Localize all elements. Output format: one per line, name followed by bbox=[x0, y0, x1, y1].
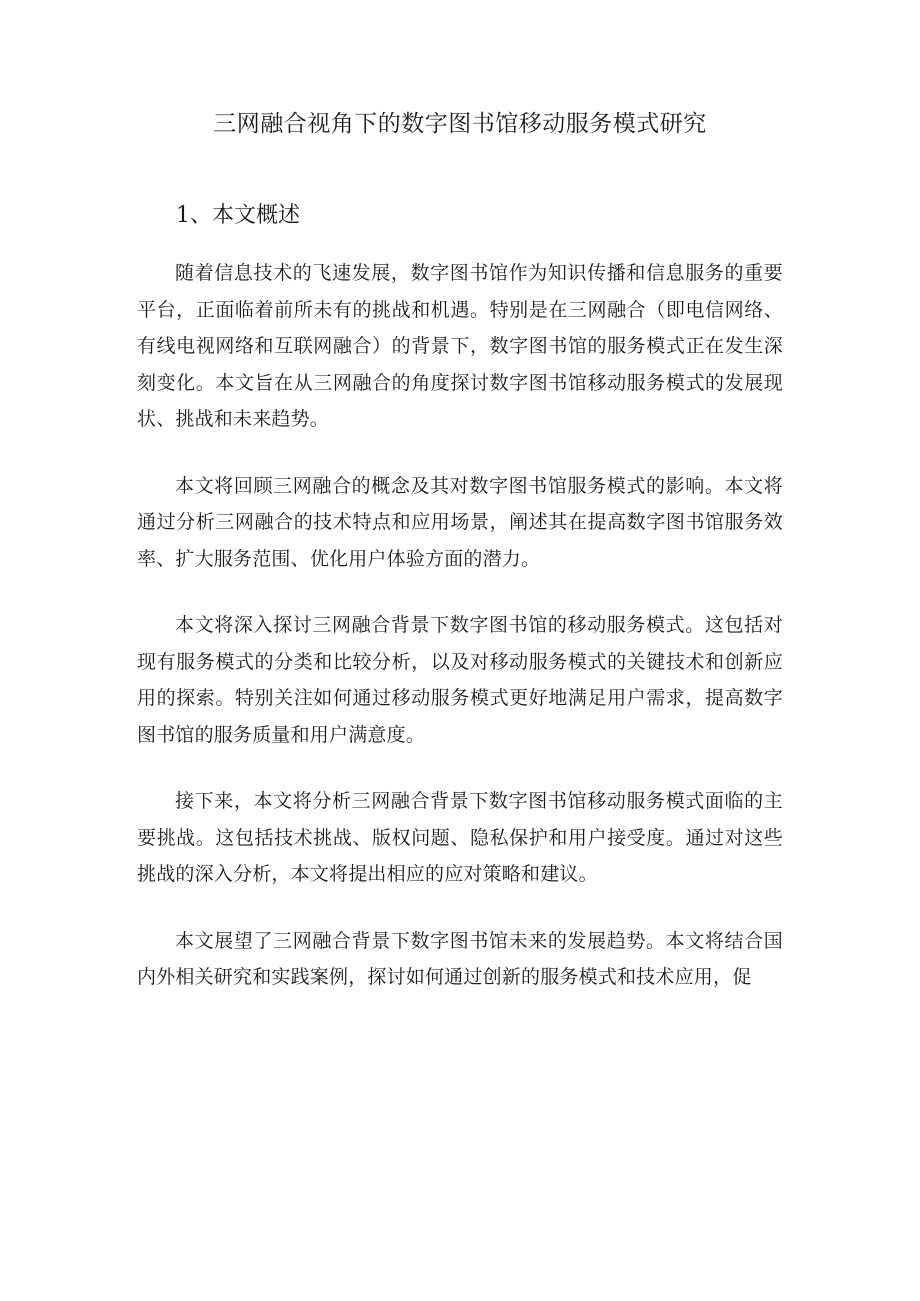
paragraph-3: 本文将深入探讨三网融合背景下数字图书馆的移动服务模式。这包括对现有服务模式的分类和比较分析，以及对移动服务模式的关键技术和创新应用的探索。特别关注如何通过移动服务模式更好地满足用户需求，提高数字图书馆的服务质量和用户满意度。 bbox=[137, 614, 783, 746]
paragraph-5: 本文展望了三网融合背景下数字图书馆未来的发展趋势。本文将结合国内外相关研究和实践案例，探讨如何通过创新的服务模式和技术应用，促 bbox=[137, 929, 783, 988]
document-title: 三网融合视角下的数字图书馆移动服务模式研究 bbox=[213, 111, 707, 137]
document-body bbox=[137, 255, 783, 1026]
paragraph-1: 随着信息技术的飞速发展，数字图书馆作为知识传播和信息服务的重要平台，正面临着前所未有的挑战和机遇。特别是在三网融合（即电信网络、有线电视网络和互联网融合）的背景下，数字图书馆的服务模式正在发生深刻变化。本文旨在从三网融合的角度探讨数字图书馆移动服务模式的发展现状、挑战和未来趋势。 bbox=[137, 262, 783, 430]
paragraph-4: 接下来，本文将分析三网融合背景下数字图书馆移动服务模式面临的主要挑战。这包括技术挑战、版权问题、隐私保护和用户接受度。通过对这些挑战的深入分析，本文将提出相应的应对策略和建议。 bbox=[137, 790, 783, 885]
paragraph-2: 本文将回顾三网融合的概念及其对数字图书馆服务模式的影响。本文将通过分析三网融合的技术特点和应用场景，阐述其在提高数字图书馆服务效率、扩大服务范围、优化用户体验方面的潜力。 bbox=[137, 474, 783, 570]
section-heading: 1、本文概述 bbox=[176, 203, 300, 228]
